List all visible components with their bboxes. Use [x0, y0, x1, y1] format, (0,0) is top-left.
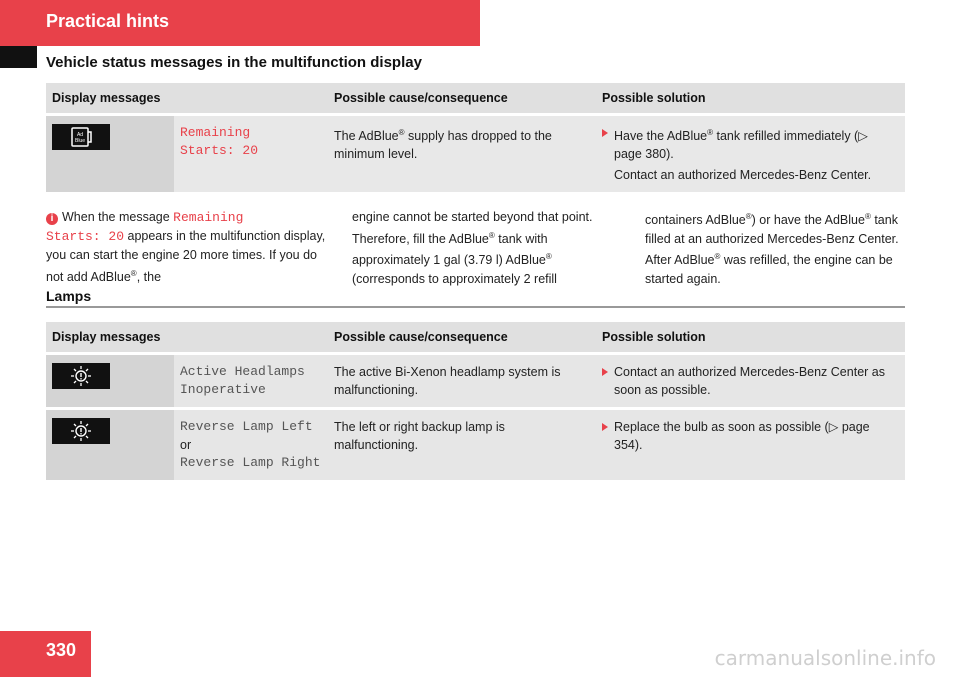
divider	[46, 306, 905, 308]
table-header-row	[46, 83, 905, 115]
adblue-icon-text-blue: Blue	[74, 138, 86, 144]
lamps-table	[46, 322, 905, 480]
cause-text-b: supply has dropped to the minimum level.	[334, 129, 552, 162]
vehicle-status-table	[46, 83, 905, 192]
cause-cell: The active Bi-Xenon headlamp system is malfunctioning.	[328, 354, 596, 409]
solution-item-2: Contact an authorized Mercedes-Benz Center.	[614, 168, 872, 183]
display-message-line2: Inoperative	[180, 382, 266, 397]
black-tab-marker	[0, 46, 37, 68]
header-possible-solution: Possible solution	[596, 322, 905, 354]
display-message-line1: Remaining	[180, 125, 251, 140]
message-cell	[174, 409, 328, 481]
header-display-messages: Display messages	[46, 83, 328, 115]
table-row	[46, 409, 905, 481]
cause-text-a: The AdBlue	[334, 129, 399, 144]
watermark: carmanualsonline.info	[714, 646, 936, 670]
adblue-icon-text-ad: Ad	[76, 132, 84, 138]
header-possible-cause: Possible cause/consequence	[328, 322, 596, 354]
chapter-title: Practical hints	[46, 11, 170, 31]
solution-item: Contact an authorized Mercedes-Benz Center as soon as possible.	[602, 363, 899, 399]
section-title: Vehicle status messages in the multifunction display	[46, 54, 422, 71]
solution-cell	[596, 409, 905, 481]
note-message-1: Remaining	[173, 210, 244, 225]
solution-cell	[596, 354, 905, 409]
display-message-line1: Active Headlamps	[180, 364, 305, 379]
lamps-section-title: Lamps	[46, 288, 92, 304]
header-display-messages: Display messages	[46, 322, 328, 354]
display-message-or: or	[180, 438, 192, 452]
solution-item: Have the AdBlue® tank refilled immediately (▷ page 380).	[602, 124, 899, 163]
lamp-warning-icon	[52, 363, 110, 389]
solution-cell	[596, 115, 905, 193]
icon-cell	[46, 409, 174, 481]
message-cell	[174, 354, 328, 409]
registered-mark: ®	[398, 128, 405, 137]
icon-cell	[46, 354, 174, 409]
header-possible-cause: Possible cause/consequence	[328, 83, 596, 115]
note-column-3: containers AdBlue®) or have the AdBlue® tank filled at an authorized Mercedes-Benz Center. After AdBlue® was refilled, the engine can be started again.	[645, 212, 899, 286]
page-ref-arrow-icon: ▷	[858, 129, 868, 144]
note-column-1: i When the message Remaining Starts: 20 appears in the multifunction display, you can start the engine 20 more times. If you do not add AdBlue®, the	[46, 210, 326, 284]
table-row	[46, 354, 905, 409]
display-message-line2: Reverse Lamp Right	[180, 455, 321, 470]
table-header-row	[46, 322, 905, 354]
display-message-line1: Reverse Lamp Left	[180, 419, 313, 434]
icon-cell	[46, 115, 174, 193]
header-possible-solution: Possible solution	[596, 83, 905, 115]
display-message-line2: Starts: 20	[180, 143, 259, 158]
message-cell	[174, 115, 328, 193]
note-column-2: engine cannot be started beyond that point. Therefore, fill the AdBlue® tank with approximately 1 gal (3.79 l) AdBlue® (corresponds to approximately 2 refill	[352, 210, 593, 286]
cause-cell	[328, 115, 596, 193]
page-number: 330	[46, 640, 77, 660]
cause-cell: The left or right backup lamp is malfunctioning.	[328, 409, 596, 481]
info-icon: i	[46, 213, 58, 225]
note-message-2: Starts: 20	[46, 229, 125, 244]
adblue-tank-icon	[52, 124, 110, 150]
lamp-warning-icon	[52, 418, 110, 444]
solution-item: Replace the bulb as soon as possible (▷ page 354).	[602, 418, 899, 454]
table-row	[46, 115, 905, 193]
page-ref-arrow-icon: ▷	[828, 420, 839, 434]
